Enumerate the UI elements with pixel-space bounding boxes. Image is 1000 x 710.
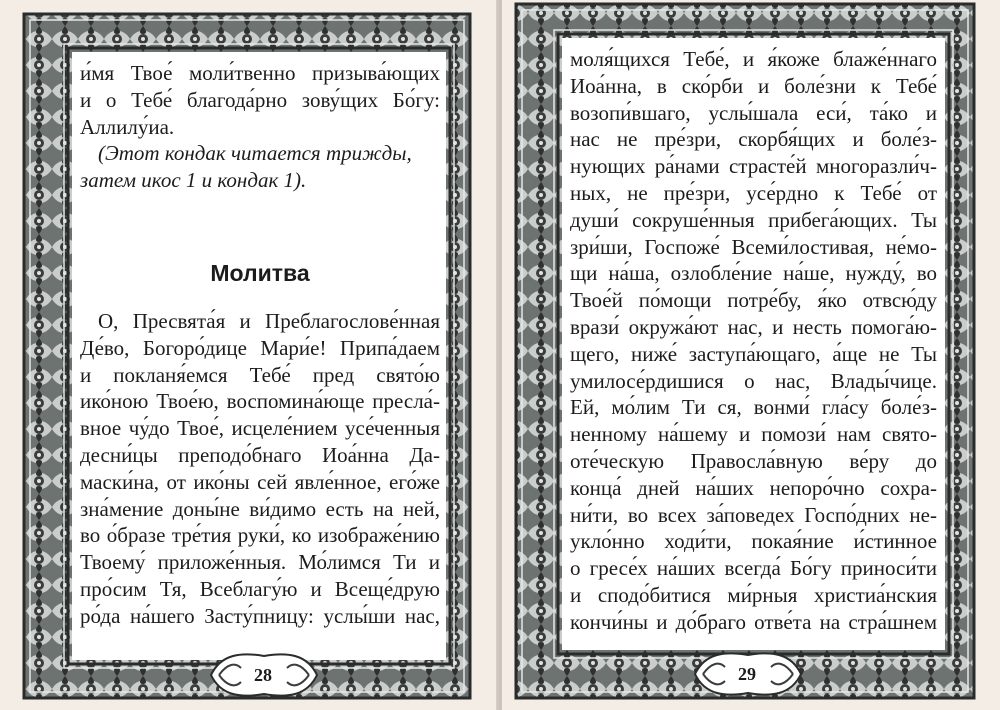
text-line: Аллилу́иа. <box>80 114 175 139</box>
text-line: Ей, мо́лим Ти ся, вонми́ гла́су боле́з- <box>570 395 937 420</box>
text-line: Твоему́ приложе́нныя. Мо́лимся Ти и <box>80 550 440 575</box>
rubric-line: (Этот кондак читается трижды, <box>98 141 412 166</box>
text-line: укло́нно ходи́ти, покая́ние и́стинное <box>570 529 937 554</box>
text-line: Иоа́нна, в ско́рби и боле́зни к Тебе́ <box>570 73 937 98</box>
text-line: врази́ окружа́ют нас, и несть помога́ю- <box>570 314 937 339</box>
text-line: возопи́вшаго, услы́шала еси́, та́ко и <box>570 100 937 125</box>
text-line: ных, не пре́зри, усе́рдно к Тебе́ от <box>570 180 937 205</box>
text-line: зна́мение доны́не ви́димо есть на ней, <box>80 496 440 521</box>
text-line: про́сим Тя, Всеблагу́ю и Всеще́друю <box>80 576 440 601</box>
right-page <box>502 0 1000 710</box>
text-line: маски́на, от ико́ны сей явле́нное, его́же <box>80 469 440 494</box>
page-number: 28 <box>254 665 272 685</box>
text-line: ни́ти, во всех за́поведех Госпо́дних не- <box>570 502 937 527</box>
text-line: души́ сокруше́нныя прибега́ющих. Ты <box>570 207 937 232</box>
page-number: 29 <box>738 664 756 684</box>
text-line: нас не пре́зри, скорбя́щих и боле́з- <box>570 127 937 152</box>
text-line: оте́ческую Правосла́вную ве́ру до <box>570 448 937 473</box>
text-line: вное чу́до Твое́, исцеле́нием усе́ченныя <box>80 416 440 441</box>
text-line: и́мя Твое́ моли́твенно призыва́ющих <box>80 61 440 85</box>
text-line: нующих ра́нами страсте́й многоразли́ч- <box>570 154 937 179</box>
text-line: щего, ниже́ заступа́ющаго, а́ще не Ты <box>570 341 937 366</box>
text-line: Де́во, Богоро́дице Мари́е! Припа́даем <box>80 335 440 360</box>
text-line: и о Тебе́ благода́рно зову́щих Бо́гу: <box>80 87 440 112</box>
text-line: кончи́ны и до́браго отве́та на стра́шнем <box>570 609 937 634</box>
text-line: ро́да на́шего Засту́пницу: услы́ши нас, <box>80 603 440 628</box>
text-line: Твое́й по́мощи потре́бу, я́ко отвсю́ду <box>570 288 937 313</box>
text-line: моля́щихся Тебе́, и я́коже блаже́ннаго <box>570 47 937 71</box>
text-line: ненному на́шему и помози́ нам свято- <box>570 422 937 447</box>
text-line: О, Пресвята́я и Преблагослове́нная <box>98 308 440 333</box>
text-line: щи на́ша, озлобле́ние на́ше, нужду́, во <box>570 261 937 286</box>
text-panel-left <box>72 52 446 660</box>
text-line: умилосе́рдишися о нас, Влады́чице. <box>570 368 937 393</box>
text-panel-right <box>562 38 945 650</box>
text-line: во о́бразе тре́тия руки́, ко изображе́нию <box>80 523 440 548</box>
text-line: о гресе́х на́ших всегда́ Бо́гу приноси́ти <box>570 556 937 581</box>
text-line: десни́цы преподо́бнаго Иоа́нна Да- <box>80 442 440 467</box>
text-line: зри́ши, Госпоже́ Всеми́лостивая, не́мо- <box>570 234 937 259</box>
left-page <box>0 0 498 710</box>
prayer-heading: Молитва <box>210 259 310 286</box>
text-line: ико́ною Твое́ю, воспомина́юще пресла́- <box>80 389 440 414</box>
text-line: конца́ дней на́ших непоро́чно сохра- <box>570 475 937 500</box>
text-line: и покланя́емся Тебе́ пред свято́ю <box>80 362 440 387</box>
text-line: и сподо́битися ми́рныя христиа́нския <box>570 582 937 607</box>
rubric-line: затем икос 1 и кондак 1). <box>80 168 307 193</box>
